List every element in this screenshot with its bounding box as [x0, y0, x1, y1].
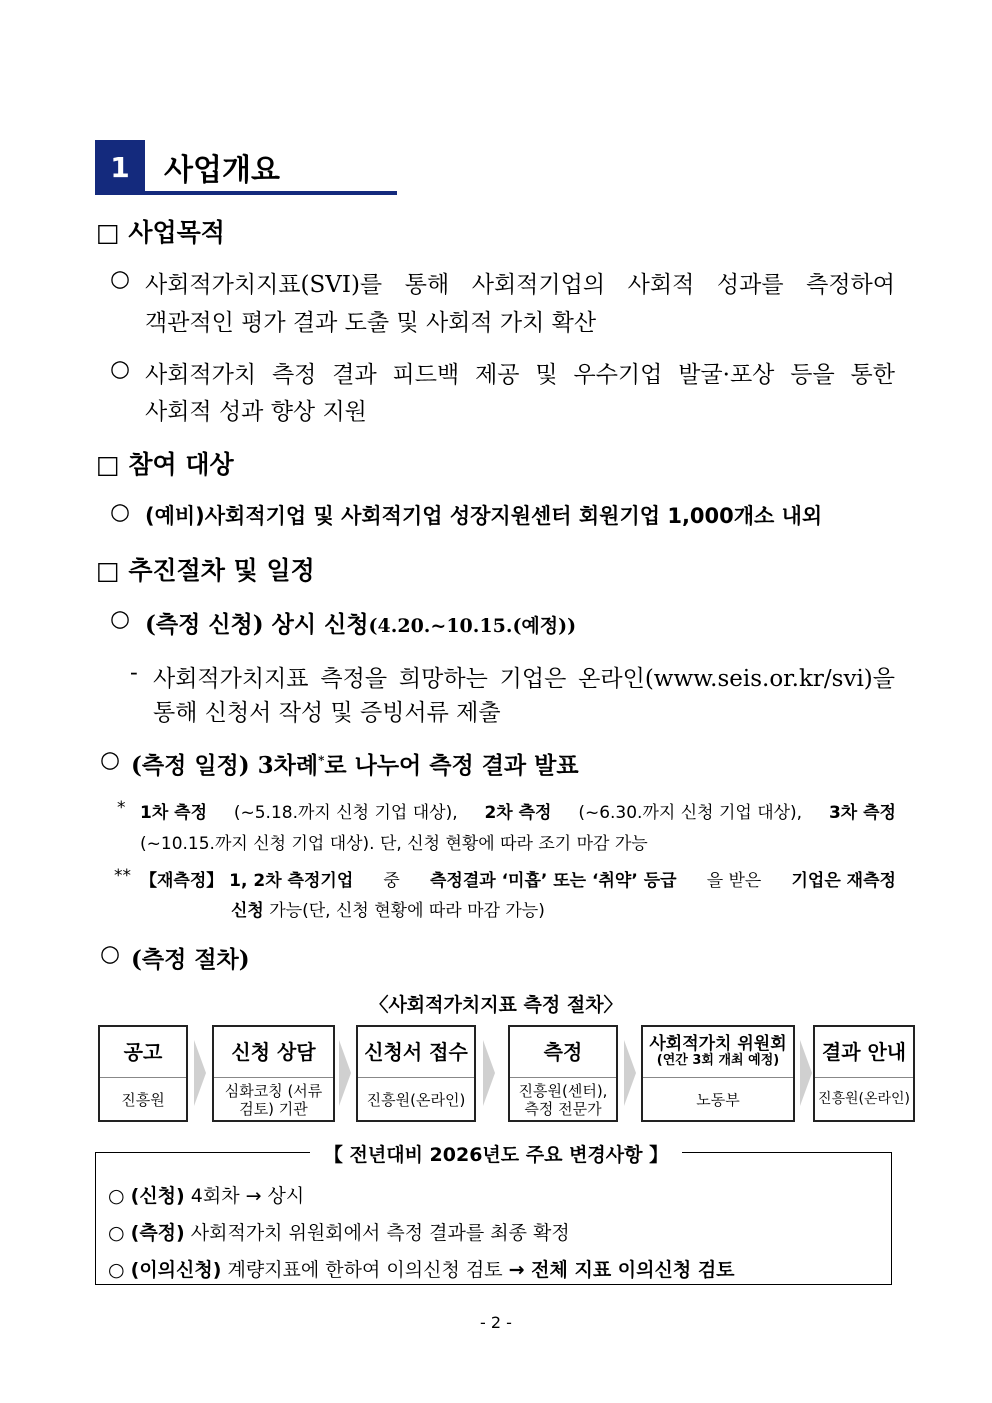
note2-mark: ** [114, 866, 131, 886]
flow-step-org: 노동부 [696, 1090, 740, 1109]
note1-round1-text: (~5.18.까지 신청 기업 대상), [233, 803, 458, 823]
bullet-icon: ○ [108, 1222, 125, 1244]
flow-step-title: 결과 안내 [815, 1027, 913, 1078]
apply-detail-line1: 사회적가치지표 측정을 희망하는 기업은 온라인(www.seis.or.kr/svi)을 [153, 666, 895, 692]
change-label: (이의신청) [130, 1259, 222, 1281]
flow-step-5 [641, 1025, 795, 1122]
note2-line2 [231, 896, 545, 921]
flow-arrow-icon [194, 1040, 206, 1106]
note2-possible: 가능(단, 신청 현황에 따라 마감 가능) [269, 901, 545, 921]
change-text: 4회차 → 상시 [190, 1185, 305, 1207]
flow-step-title: 측정 [510, 1027, 616, 1078]
flow-step-4 [508, 1025, 618, 1122]
note1-round1: 1차 측정 [140, 803, 208, 823]
bullet-icon: ○ [110, 356, 131, 382]
change-item-1 [108, 1181, 304, 1208]
apply-period: (4.20.~10.15.(예정)) [368, 615, 577, 637]
bullet-icon: ○ [110, 499, 131, 525]
flow-step-1 [98, 1025, 188, 1122]
flow-step-org: 진흥원(온라인) [366, 1090, 466, 1109]
heading-target: □ 참여 대상 [96, 450, 234, 479]
purpose-item-1-line1: 사회적가치지표(SVI)를 통해 사회적기업의 사회적 성과를 측정하여 [145, 272, 895, 298]
changes-title-text: 【 전년대비 2026년도 주요 변경사항 】 [310, 1144, 682, 1166]
note1-mark: * [117, 798, 126, 818]
section-underline [95, 191, 397, 195]
flow-step-subtitle: (연간 3회 개최 예정) [656, 1053, 780, 1069]
flow-title: 〈사회적가치지표 측정 절차〉 [369, 994, 623, 1016]
flow-step-title-wrap [643, 1027, 793, 1078]
page-number: - 2 - [480, 1313, 512, 1332]
flow-step-3 [356, 1025, 476, 1122]
bullet-icon: ○ [108, 1259, 125, 1281]
note1-round3: 3차 측정 [828, 803, 896, 823]
flow-step-2 [212, 1025, 335, 1122]
note1-round2-text: (~6.30.까지 신청 기업 대상), [578, 803, 803, 823]
timeline-label-b: 로 나누어 측정 결과 발표 [324, 752, 579, 779]
change-item-3 [108, 1255, 735, 1282]
note2-grade: 측정결과 ‘미흡’ 또는 ‘취약’ 등급 [429, 871, 677, 891]
flow-step-org: 진흥원(온라인) [817, 1091, 911, 1108]
dash-mark: - [130, 660, 138, 686]
timeline-text [131, 747, 641, 780]
apply-detail-line2: 통해 신청서 작성 및 증빙서류 제출 [153, 700, 501, 726]
note2-company: 기업은 재측정 [791, 871, 896, 891]
note2-retest: 【재측정】 1, 2차 측정기업 [140, 871, 354, 891]
section-number: 1 [95, 140, 145, 195]
flow-arrow-icon [339, 1040, 351, 1106]
note2-received: 을 받은 [706, 871, 762, 891]
change-label: (신청) [130, 1185, 185, 1207]
note1-round2: 2차 측정 [484, 803, 552, 823]
bullet-icon: ○ [100, 941, 121, 967]
timeline-label-a: (측정 일정) 3차례 [131, 752, 319, 779]
bullet-icon: ○ [110, 266, 131, 292]
purpose-item-1-line2: 객관적인 평가 결과 도출 및 사회적 가치 확산 [145, 310, 597, 336]
note2-line1 [140, 866, 896, 891]
note2-apply: 신청 [231, 901, 264, 921]
change-label: (측정) [130, 1222, 185, 1244]
change-text: 사회적가치 위원회에서 측정 결과를 최종 확정 [190, 1222, 570, 1244]
apply-text [145, 606, 576, 639]
note1-line1 [140, 798, 896, 823]
flow-step-org: 진흥원 [121, 1090, 165, 1109]
note1-line2: (~10.15.까지 신청 기업 대상). 단, 신청 현황에 따라 조기 마감 가능 [140, 834, 648, 854]
flow-step-title: 신청서 접수 [358, 1027, 474, 1078]
bullet-icon: ○ [108, 1185, 125, 1207]
apply-label: (측정 신청) 상시 신청 [145, 611, 369, 638]
flow-arrow-icon [624, 1040, 636, 1106]
section-title: 사업개요 [164, 153, 280, 188]
change-item-2 [108, 1218, 570, 1245]
procedure-label: (측정 절차) [131, 946, 250, 973]
heading-purpose: □ 사업목적 [96, 218, 225, 247]
purpose-item-2-line2: 사회적 성과 향상 지원 [145, 399, 367, 425]
flow-step-org: 심화코칭 (서류검토) 기관 [224, 1081, 323, 1118]
bullet-icon: ○ [110, 606, 131, 632]
flow-step-6 [813, 1025, 915, 1122]
flow-arrow-icon [483, 1040, 495, 1106]
change-bold-text: → 전체 지표 이의신청 검토 [508, 1259, 735, 1281]
note2-among: 중 [383, 871, 400, 891]
heading-schedule: □ 추진절차 및 일정 [96, 556, 315, 585]
flow-step-title: 공고 [100, 1027, 186, 1078]
target-text: (예비)사회적기업 및 사회적기업 성장지원센터 회원기업 1,000개소 내외 [145, 504, 823, 528]
flow-arrow-icon [800, 1040, 812, 1106]
bullet-icon: ○ [100, 747, 121, 773]
flow-step-org: 진흥원(센터), 측정 전문가 [518, 1081, 608, 1118]
purpose-item-2-line1: 사회적가치 측정 결과 피드백 제공 및 우수기업 발굴·포상 등을 통한 [145, 362, 895, 388]
change-text: 계량지표에 한하여 이의신청 검토 [227, 1259, 503, 1281]
changes-title [0, 1140, 992, 1167]
flow-step-title: 신청 상담 [214, 1027, 333, 1078]
flow-step-title: 사회적가치 위원회 [649, 1033, 787, 1054]
timeline-footnote-mark: * [318, 753, 325, 768]
